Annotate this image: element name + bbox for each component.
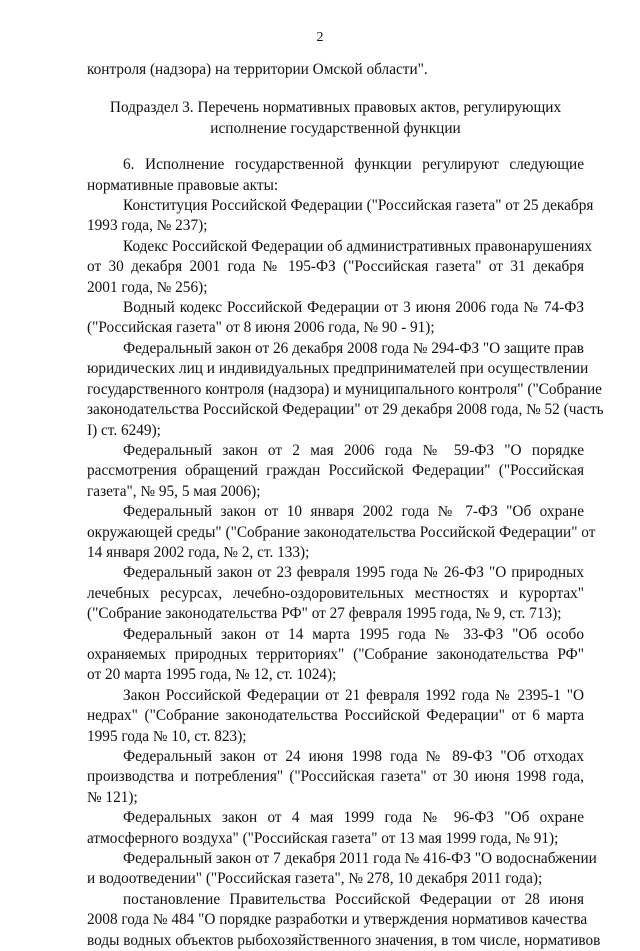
paragraph-line: Федеральный закон от 10 января 2002 года № 7-ФЗ "Об охране <box>123 503 584 521</box>
paragraph <box>87 441 584 502</box>
paragraph <box>87 747 584 808</box>
heading-line: исполнение государственной функции <box>210 119 461 137</box>
paragraph-line: ("Российская газета" от 8 июня 2006 года, № 90 - 91); <box>87 319 435 337</box>
paragraph-line: охраняемых природных территориях" ("Собрание законодательства РФ" <box>87 645 584 663</box>
paragraph-line: Закон Российской Федерации от 21 февраля 1992 года № 2395-1 "О <box>123 686 584 704</box>
paragraph-line: от 30 декабря 2001 года № 195-ФЗ ("Российская газета" от 31 декабря <box>87 258 584 276</box>
paragraph <box>87 298 584 339</box>
paragraph-line: воды водных объектов рыбохозяйственного значения, в том числе, нормативов <box>87 931 601 949</box>
paragraph-line: ("Собрание законодательства РФ" от 27 февраля 1995 года, № 9, ст. 713); <box>87 605 562 623</box>
paragraph <box>87 502 596 563</box>
paragraph-line: 2001 года, № 256); <box>87 278 208 296</box>
paragraph <box>87 237 593 298</box>
paragraph-line: законодательства Российской Федерации" от 29 декабря 2008 года, № 52 (часть <box>87 401 604 419</box>
paragraph <box>87 849 597 890</box>
paragraph <box>87 686 584 747</box>
document-body <box>87 60 604 951</box>
paragraph-line: 6. Исполнение государственной функции регулируют следующие <box>123 156 584 174</box>
paragraph-line: Федеральный закон от 14 марта 1995 года № 33-ФЗ "Об особо <box>123 625 584 643</box>
paragraph-line: Кодекс Российской Федерации об административных правонарушениях <box>123 237 593 255</box>
paragraph <box>87 890 601 951</box>
paragraph-line: Федеральный закон от 26 декабря 2008 года № 294-ФЗ "О защите прав <box>123 339 584 357</box>
paragraph-line: от 20 марта 1995 года, № 12, ст. 1024); <box>87 666 337 684</box>
paragraph-line: Водный кодекс Российской Федерации от 3 июня 2006 года № 74-ФЗ <box>123 299 584 317</box>
paragraph <box>87 155 584 196</box>
paragraph-line: 14 января 2002 года, № 2, ст. 133); <box>87 543 310 561</box>
paragraph-line: № 121); <box>87 788 138 806</box>
paragraph-line: государственного контроля (надзора) и муниципального контроля" ("Собрание <box>87 380 602 398</box>
paragraph-line: и водоотведении" ("Российская газета", № 278, 10 декабря 2011 года); <box>87 870 543 888</box>
paragraph-line: окружающей среды" ("Собрание законодательства Российской Федерации" от <box>87 523 596 541</box>
paragraph-line: 1995 года № 10, ст. 823); <box>87 727 247 745</box>
paragraph-line: нормативные правовые акты: <box>87 176 279 194</box>
paragraph <box>87 625 584 686</box>
paragraph-line: Федеральный закон от 24 июня 1998 года № 89-ФЗ "Об отходах <box>123 748 584 765</box>
paragraph <box>87 563 584 624</box>
page-number: 2 <box>316 30 324 45</box>
paragraph-line: рассмотрения обращений граждан Российской Федерации" ("Российская <box>87 462 584 480</box>
paragraph-line: производства и потребления" ("Российская газета" от 30 июня 1998 года, <box>87 768 584 786</box>
paragraph <box>87 808 584 849</box>
paragraph-line: Федеральный закон от 2 мая 2006 года № 59-ФЗ "О порядке <box>123 441 584 459</box>
paragraph-line: Федеральный закон от 7 декабря 2011 года № 416-ФЗ "О водоснабжении <box>123 850 597 868</box>
paragraph-line: недрах" ("Собрание законодательства Российской Федерации" от 6 марта <box>87 707 584 725</box>
paragraph-line: I) ст. 6249); <box>87 421 161 439</box>
paragraph <box>87 339 604 441</box>
paragraph-line: Федеральных закон от 4 мая 1999 года № 96-ФЗ "Об охране <box>123 809 584 827</box>
subsection-heading <box>87 98 584 139</box>
paragraph-line: лечебных ресурсах, лечебно-оздоровительных местностях и курортах" <box>87 584 584 602</box>
paragraph-line: 1993 года, № 237); <box>87 217 208 235</box>
heading-line: Подраздел 3. Перечень нормативных правовых актов, регулирующих <box>109 99 562 117</box>
paragraph <box>87 196 594 237</box>
paragraph-list <box>87 155 604 951</box>
intro-line: контроля (надзора) на территории Омской области". <box>87 61 428 78</box>
paragraph-line: постановление Правительства Российской Федерации от 28 июня <box>123 890 584 908</box>
paragraph-line: Конституция Российской Федерации ("Российская газета" от 25 декабря <box>123 197 594 215</box>
paragraph-line: 2008 года № 484 "О порядке разработки и утверждения нормативов качества <box>87 911 588 929</box>
paragraph-line: Федеральный закон от 23 февраля 1995 года № 26-ФЗ "О природных <box>123 564 584 582</box>
paragraph-line: атмосферного воздуха" ("Российская газета" от 13 мая 1999 года, № 91); <box>87 829 559 847</box>
paragraph-line: юридических лиц и индивидуальных предпринимателей при осуществлении <box>87 360 589 378</box>
paragraph-line: газета", № 95, 5 мая 2006); <box>87 482 261 500</box>
